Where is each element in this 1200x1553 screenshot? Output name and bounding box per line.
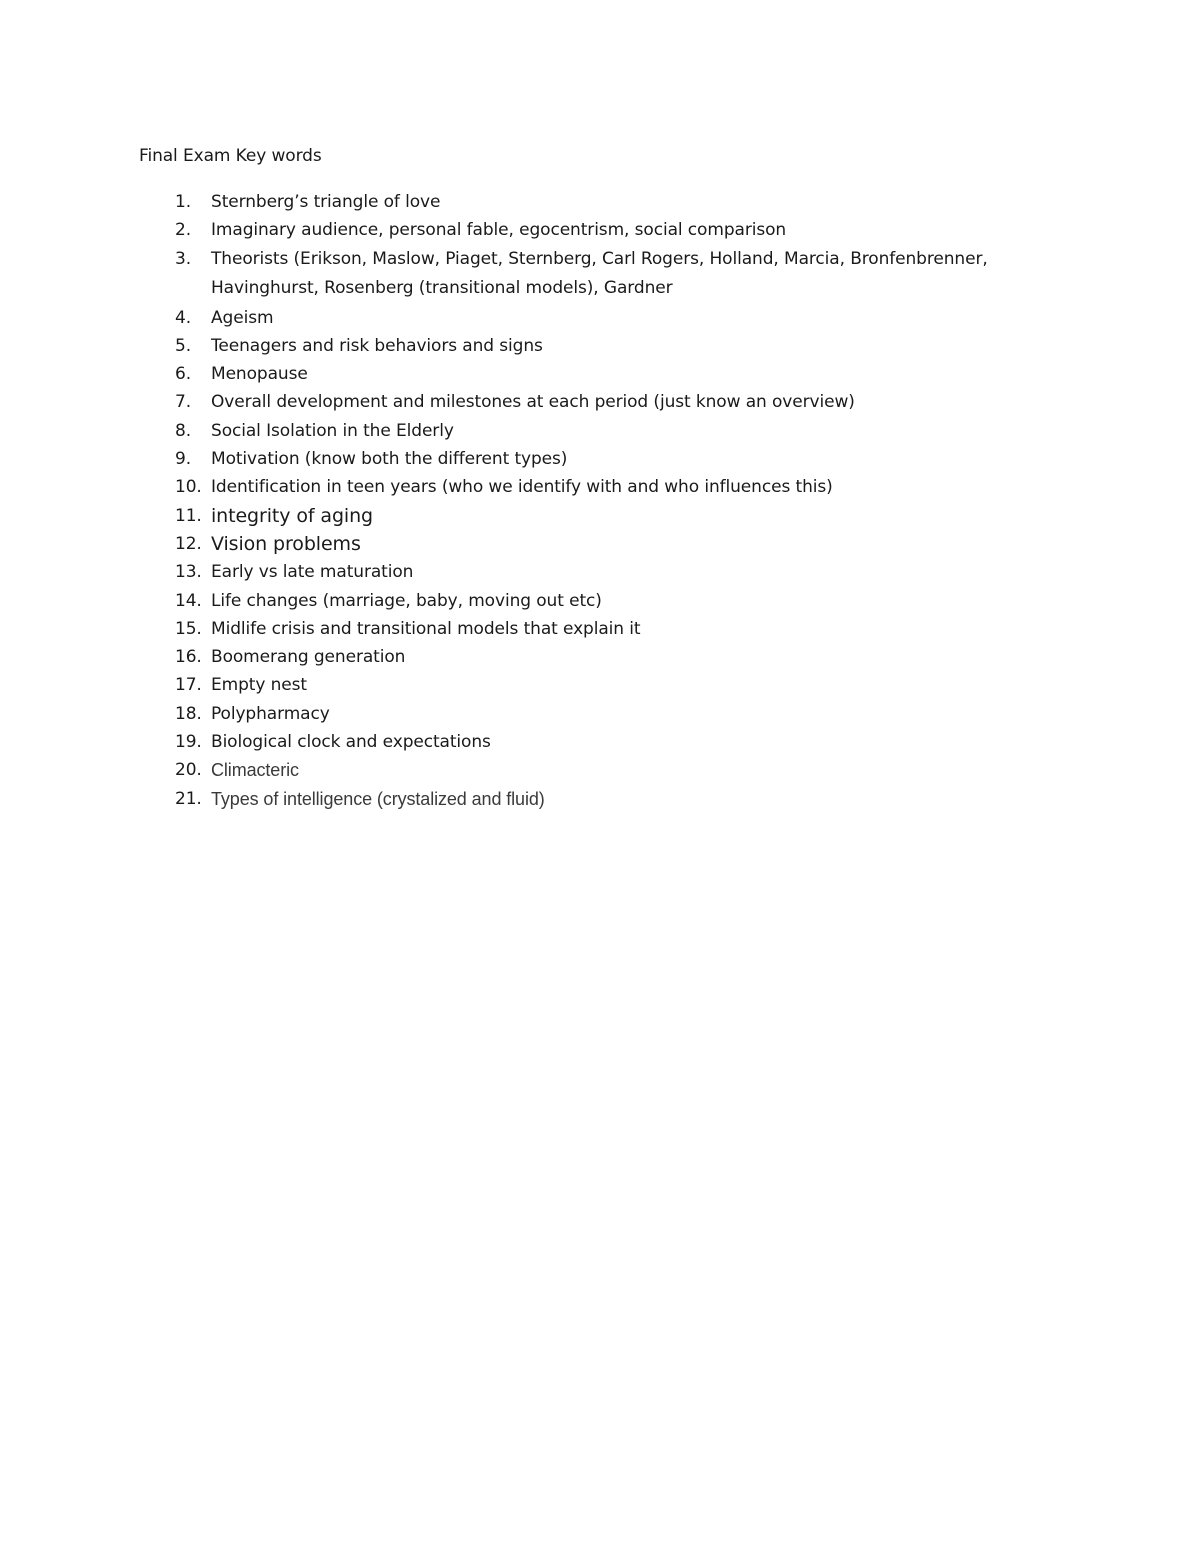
list-item — [139, 388, 1099, 416]
list-item-number: 2. — [175, 220, 192, 241]
list-item-text: Early vs late maturation — [211, 562, 414, 583]
list-item — [139, 245, 1099, 304]
list-item-number: 15. — [175, 618, 202, 639]
list-item-text: Menopause — [211, 364, 308, 385]
list-item — [139, 785, 1099, 813]
list-item-text: Life changes (marriage, baby, moving out etc) — [211, 590, 602, 611]
list-item-number: 18. — [175, 703, 202, 724]
list-item-number: 5. — [175, 335, 192, 356]
list-item-number: 10. — [175, 477, 202, 498]
key-words-list — [139, 188, 1099, 813]
list-item — [139, 756, 1099, 784]
list-item-number: 20. — [175, 760, 202, 781]
list-item — [139, 615, 1099, 643]
list-item-number: 4. — [175, 307, 192, 328]
list-item — [139, 671, 1099, 699]
list-item-text: Sternberg’s triangle of love — [211, 192, 441, 212]
list-item-number: 3. — [175, 248, 192, 269]
list-item — [139, 728, 1099, 756]
list-item-number: 1. — [175, 192, 192, 212]
list-item-number: 12. — [175, 533, 202, 554]
list-item — [139, 502, 1099, 530]
list-item-text: Biological clock and expectations — [211, 732, 491, 753]
list-item-text: Imaginary audience, personal fable, egocentrism, social comparison — [211, 220, 787, 241]
list-item-text: Social Isolation in the Elderly — [211, 420, 454, 441]
list-item — [139, 530, 1099, 558]
list-item — [139, 558, 1099, 586]
list-item-number: 14. — [175, 590, 202, 611]
list-item-text: integrity of aging — [211, 504, 373, 527]
list-item-number: 21. — [175, 788, 202, 809]
list-item-number: 16. — [175, 647, 202, 668]
list-item — [139, 700, 1099, 728]
list-item-number: 6. — [175, 364, 192, 385]
list-item-text: Climacteric — [211, 760, 299, 781]
list-item-text: Vision problems — [211, 532, 361, 555]
list-item-text: Ageism — [211, 307, 274, 328]
document-title: Final Exam Key words — [139, 146, 322, 166]
list-item-text: Polypharmacy — [211, 703, 330, 724]
list-item — [139, 332, 1099, 360]
list-item-number: 11. — [175, 505, 202, 526]
list-item — [139, 417, 1099, 445]
list-item-text: Boomerang generation — [211, 647, 406, 668]
list-item — [139, 216, 1099, 244]
list-item-text: Teenagers and risk behaviors and signs — [211, 335, 543, 356]
list-item-text: Empty nest — [211, 675, 307, 696]
list-item-text: Identification in teen years (who we identify with and who influences this) — [211, 477, 833, 498]
list-item-text: Midlife crisis and transitional models that explain it — [211, 618, 641, 639]
list-item — [139, 587, 1099, 615]
list-item — [139, 643, 1099, 671]
list-item — [139, 188, 1099, 216]
list-item-text: Theorists (Erikson, Maslow, Piaget, Sternberg, Carl Rogers, Holland, Marcia, Bronfenbrenner, Havinghurst, Rosenberg (transitional models), Gardner — [211, 248, 988, 299]
list-item-number: 13. — [175, 562, 202, 583]
list-item-text: Motivation (know both the different types) — [211, 449, 568, 470]
list-item-text: Overall development and milestones at each period (just know an overview) — [211, 392, 855, 413]
list-item-number: 19. — [175, 732, 202, 753]
list-item-number: 17. — [175, 675, 202, 696]
list-item — [139, 360, 1099, 388]
list-item — [139, 304, 1099, 332]
list-item — [139, 473, 1099, 501]
list-item-number: 7. — [175, 392, 192, 413]
list-item — [139, 445, 1099, 473]
list-item-number: 8. — [175, 420, 192, 441]
list-item-text: Types of intelligence (crystalized and fluid) — [211, 788, 545, 809]
list-item-number: 9. — [175, 449, 192, 470]
